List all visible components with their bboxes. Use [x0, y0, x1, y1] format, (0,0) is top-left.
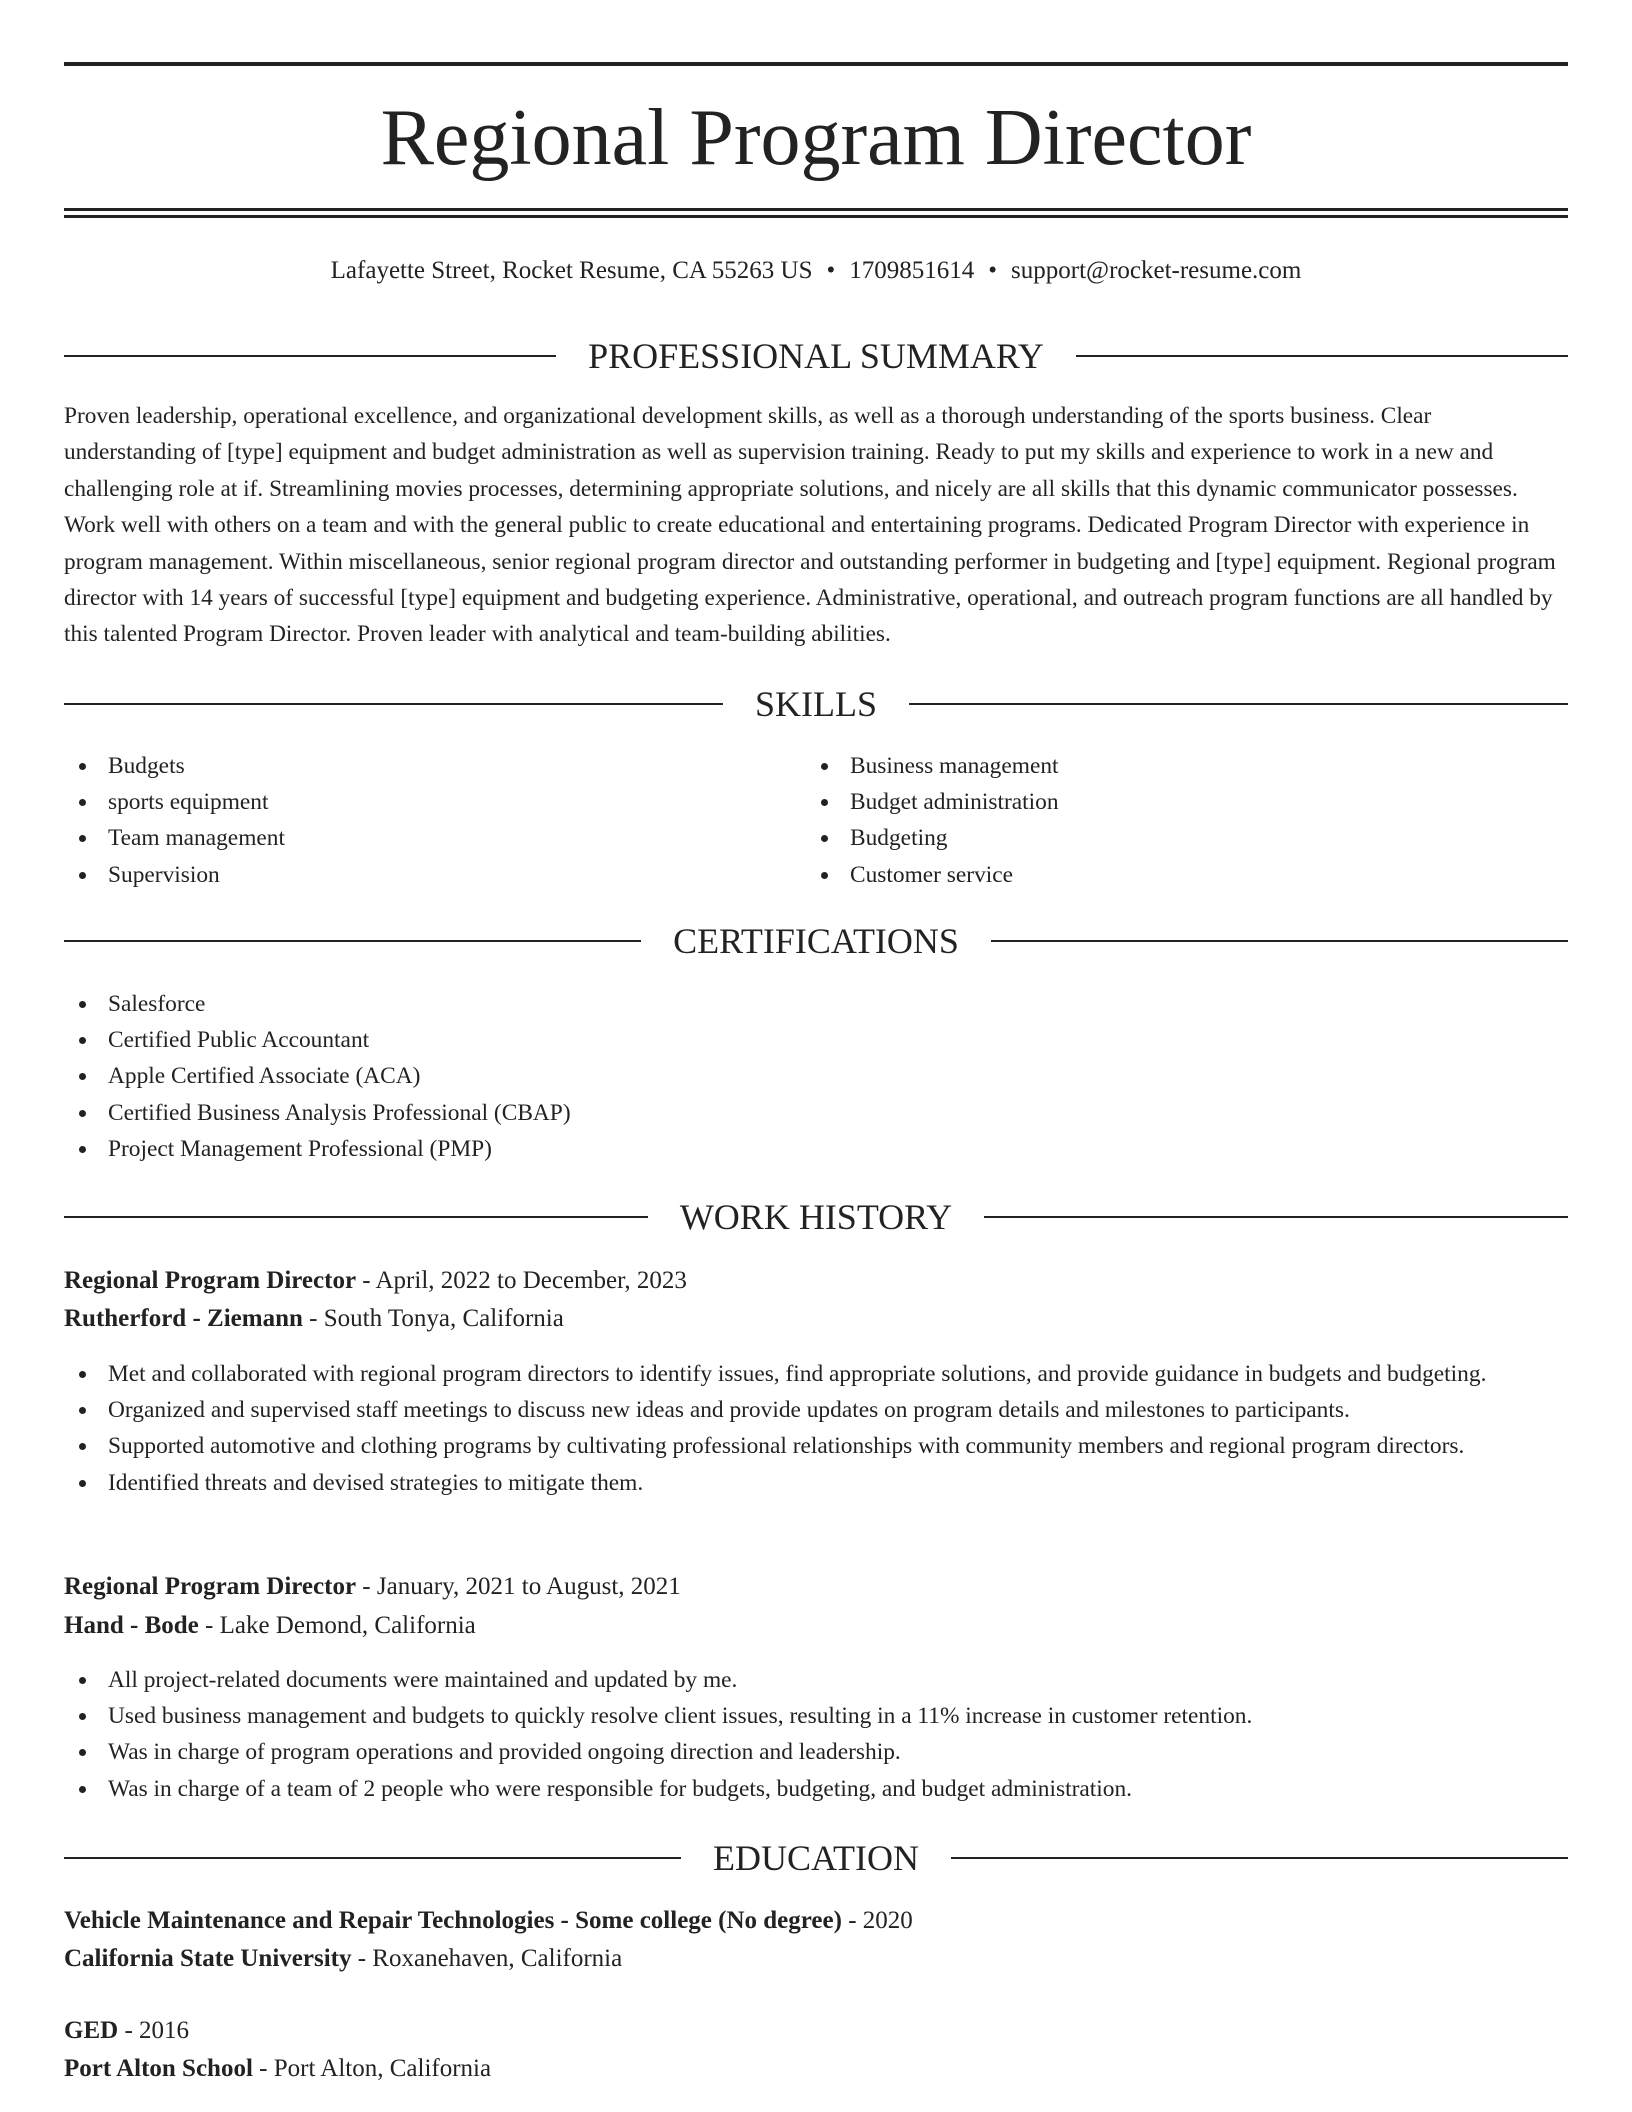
summary-text: Proven leadership, operational excellence, and organizational development skills, as well as a thorough understanding of the sports business. Clear understanding of [type] equipment and budget administration as well as supervision training. Ready to put my skills and experience to work in a new and challenging role at if. Streamlining movies processes, determining appropriate solutions, and nicely are all skills that this dynamic communicator possesses. Work well with others on a team and with the general public to create educational and entertaining programs. Dedicated Program Director with experience in program management. Within miscellaneous, senior regional program director and outstanding performer in budgeting and [type] equipment. Regional program director with 14 years of successful [type] equipment and budgeting experience. Administrative, operational, and outreach program functions are all handled by this talented Program Director. Proven leader with analytical and team-building abilities.: [64, 403, 1556, 648]
skill-item: Budgeting: [806, 820, 1546, 856]
job-bullet: Identified threats and devised strategies to mitigate them.: [64, 1465, 1568, 1501]
contact-separator: •: [826, 257, 836, 284]
resume-title: Regional Program Director: [380, 94, 1252, 182]
education-location: - Roxanehaven, California: [351, 1945, 623, 1972]
education-year: - 2020: [841, 1907, 913, 1934]
title-double-rule: [64, 208, 1568, 218]
contact-address: Lafayette Street, Rocket Resume, CA 55263 US: [330, 257, 813, 284]
heading-rule: [64, 355, 556, 357]
skills-heading-text: SKILLS: [755, 684, 878, 724]
skill-item: Budgets: [64, 748, 804, 784]
contact-separator: •: [988, 257, 998, 284]
education-degree-line: [64, 1903, 1568, 1939]
certifications-list: [64, 986, 1568, 1167]
job-company-line: [64, 1301, 1568, 1337]
education-heading: [64, 1836, 1568, 1880]
education-school-line: [64, 1941, 1568, 1977]
job-company-line: [64, 1608, 1568, 1644]
education-heading-text: EDUCATION: [713, 1838, 919, 1878]
job-dates: - April, 2022 to December, 2023: [356, 1267, 687, 1294]
job-title-line: [64, 1569, 1568, 1605]
skill-item: sports equipment: [64, 784, 804, 820]
skill-item: Team management: [64, 820, 804, 856]
certifications-heading: [64, 919, 1568, 963]
skills-list-left: [64, 748, 804, 893]
certifications-heading-text: CERTIFICATIONS: [673, 921, 959, 961]
job-location: - Lake Demond, California: [198, 1612, 476, 1639]
certification-item: Certified Business Analysis Professional (CBAP): [64, 1095, 1568, 1131]
education-year: - 2016: [118, 2017, 190, 2044]
skills-list-right: [806, 748, 1546, 893]
education-degree-line: [64, 2013, 1568, 2049]
heading-rule: [64, 703, 723, 705]
job-bullets: [64, 1356, 1568, 1501]
job-dates: - January, 2021 to August, 2021: [356, 1573, 681, 1600]
job-bullet: All project-related documents were maintained and updated by me.: [64, 1662, 1568, 1698]
job-bullet: Supported automotive and clothing programs by cultivating professional relationships with community members and regional program directors.: [64, 1428, 1568, 1464]
education-degree: Vehicle Maintenance and Repair Technologies - Some college (No degree): [64, 1907, 842, 1934]
certification-item: Salesforce: [64, 986, 1568, 1022]
heading-rule: [1076, 355, 1568, 357]
job-company: Rutherford - Ziemann: [64, 1305, 303, 1332]
education-location: - Port Alton, California: [252, 2055, 492, 2082]
skill-item: Customer service: [806, 857, 1546, 893]
education-school: Port Alton School: [64, 2055, 253, 2082]
certification-item: Apple Certified Associate (ACA): [64, 1058, 1568, 1094]
skill-item: Business management: [806, 748, 1546, 784]
heading-rule: [64, 1216, 648, 1218]
job-bullet: Was in charge of a team of 2 people who were responsible for budgets, budgeting, and budget administration.: [64, 1771, 1568, 1807]
heading-rule: [909, 703, 1568, 705]
job-title: Regional Program Director: [64, 1573, 357, 1600]
work-history-heading-text: WORK HISTORY: [679, 1197, 953, 1237]
heading-rule: [991, 940, 1568, 942]
job-title: Regional Program Director: [64, 1267, 357, 1294]
top-rule: [64, 62, 1568, 66]
education-school-line: [64, 2051, 1568, 2087]
summary-heading: [64, 334, 1568, 378]
job-bullet: Organized and supervised staff meetings to discuss new ideas and provide updates on program details and milestones to participants.: [64, 1392, 1568, 1428]
heading-rule: [984, 1216, 1568, 1218]
job-company: Hand - Bode: [64, 1612, 199, 1639]
certification-item: Certified Public Accountant: [64, 1022, 1568, 1058]
job-location: - South Tonya, California: [302, 1305, 564, 1332]
skills-heading: [64, 682, 1568, 726]
job-bullet: Was in charge of program operations and provided ongoing direction and leadership.: [64, 1734, 1568, 1770]
contact-email: support@rocket-resume.com: [1011, 257, 1302, 284]
heading-rule: [64, 1857, 681, 1859]
contact-line: [64, 254, 1568, 288]
education-school: California State University: [64, 1945, 352, 1972]
heading-rule: [951, 1857, 1568, 1859]
job-bullet: Met and collaborated with regional program directors to identify issues, find appropriate solutions, and provide guidance in budgets and budgeting.: [64, 1356, 1568, 1392]
skill-item: Supervision: [64, 857, 804, 893]
summary-heading-text: PROFESSIONAL SUMMARY: [588, 336, 1044, 376]
job-bullet: Used business management and budgets to quickly resolve client issues, resulting in a 11% increase in customer retention.: [64, 1698, 1568, 1734]
job-title-line: [64, 1263, 1568, 1299]
work-history-heading: [64, 1195, 1568, 1239]
contact-phone: 1709851614: [849, 257, 975, 284]
skill-item: Budget administration: [806, 784, 1546, 820]
heading-rule: [64, 940, 641, 942]
education-degree: GED: [64, 2017, 119, 2044]
certification-item: Project Management Professional (PMP): [64, 1131, 1568, 1167]
job-bullets: [64, 1662, 1568, 1807]
